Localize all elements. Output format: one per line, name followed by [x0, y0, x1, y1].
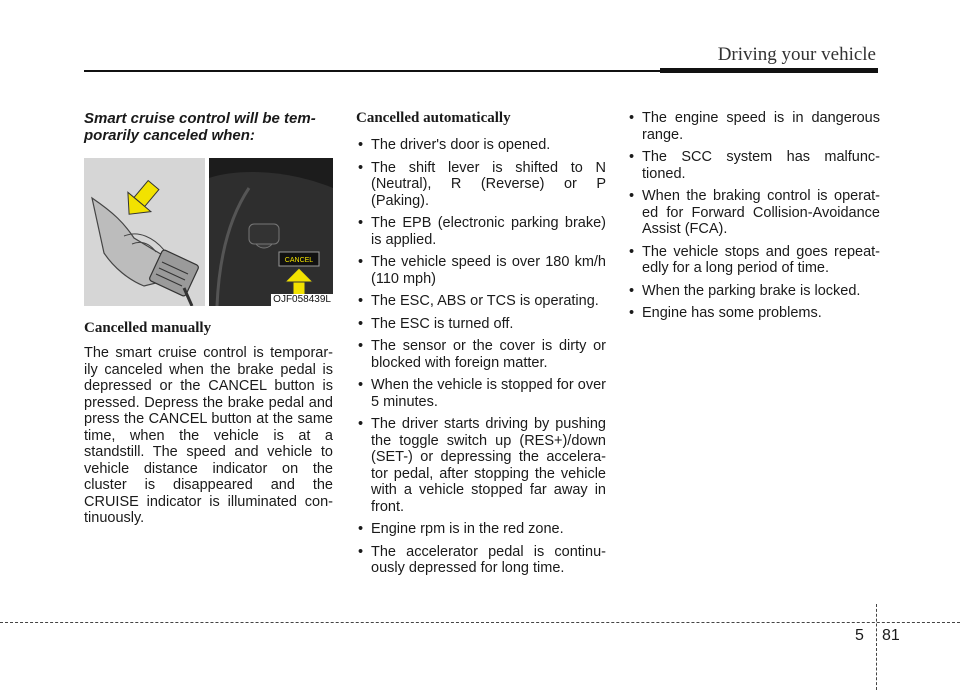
chapter-number: 5: [855, 627, 864, 644]
list-item: • When the vehicle is stopped for over 5 minutes.: [356, 377, 606, 410]
section-heading: Smart cruise control will be tem-porarily canceled when:: [84, 110, 316, 144]
figure: [84, 112, 333, 308]
header-rule-thin: [84, 70, 660, 72]
header-rule-thick: [660, 68, 878, 73]
list-item: • The EPB (electronic parking brake) is applied.: [356, 215, 606, 248]
brake-pedal-illustration: [84, 158, 205, 306]
list-item: • When the braking control is operat-ed for Forward Collision-Avoidance Assist (FCA).: [627, 188, 880, 238]
list-item: • Engine rpm is in the red zone.: [356, 521, 606, 538]
auto-cancel-list: [356, 137, 606, 577]
list-item: • The vehicle stops and goes repeat-edly for a long period of time.: [627, 244, 880, 277]
list-item: • When the parking brake is locked.: [627, 283, 880, 300]
cancel-label: CANCEL: [284, 257, 314, 264]
list-item: • The ESC, ABS or TCS is operating.: [356, 293, 606, 310]
list-item: • The accelerator pedal is continu-ously depressed for long time.: [356, 544, 606, 577]
steering-wheel-illustration: [209, 158, 333, 306]
column-right: [627, 110, 880, 328]
list-item: • The driver starts driving by pushing the toggle switch up (RES+)/down (SET-) or depressing the accelera-tor pedal, after stopping the vehicle with a vehicle stopped far away in front.: [356, 416, 606, 515]
auto-cancel-list-continued: [627, 110, 880, 322]
subheading-automatic: Cancelled automatically: [356, 110, 511, 126]
list-item: • The vehicle speed is over 180 km/h (110 mph): [356, 254, 606, 287]
footer-divider: [876, 604, 877, 690]
column-left: [84, 110, 333, 527]
header-title: Driving your vehicle: [717, 44, 876, 65]
list-item: • The engine speed is in dangerous range.: [627, 110, 880, 143]
list-item: • Engine has some problems.: [627, 305, 880, 322]
manual-cancel-text: The smart cruise control is temporar-ily canceled when the brake pedal is depressed or the CANCEL button is pressed. Depress the brake pedal and press the CANCEL button at the same time, when the vehicle is at a standstill. The speed and vehicle to vehicle distance indicator on the cluster is disappeared and the CRUISE indicator is illuminated con-tinuously.: [84, 345, 333, 526]
column-middle: [356, 110, 606, 583]
subheading-manual: Cancelled manually: [84, 320, 212, 336]
page-number: 81: [882, 627, 900, 644]
list-item: • The driver's door is opened.: [356, 137, 606, 154]
list-item: • The sensor or the cover is dirty or blocked with foreign matter.: [356, 338, 606, 371]
list-item: • The ESC is turned off.: [356, 316, 606, 333]
figure-code: OJF058439L: [273, 294, 331, 305]
footer-rule: [0, 622, 960, 623]
list-item: • The SCC system has malfunc-tioned.: [627, 149, 880, 182]
list-item: • The shift lever is shifted to N (Neutral), R (Reverse) or P (Paking).: [356, 160, 606, 210]
